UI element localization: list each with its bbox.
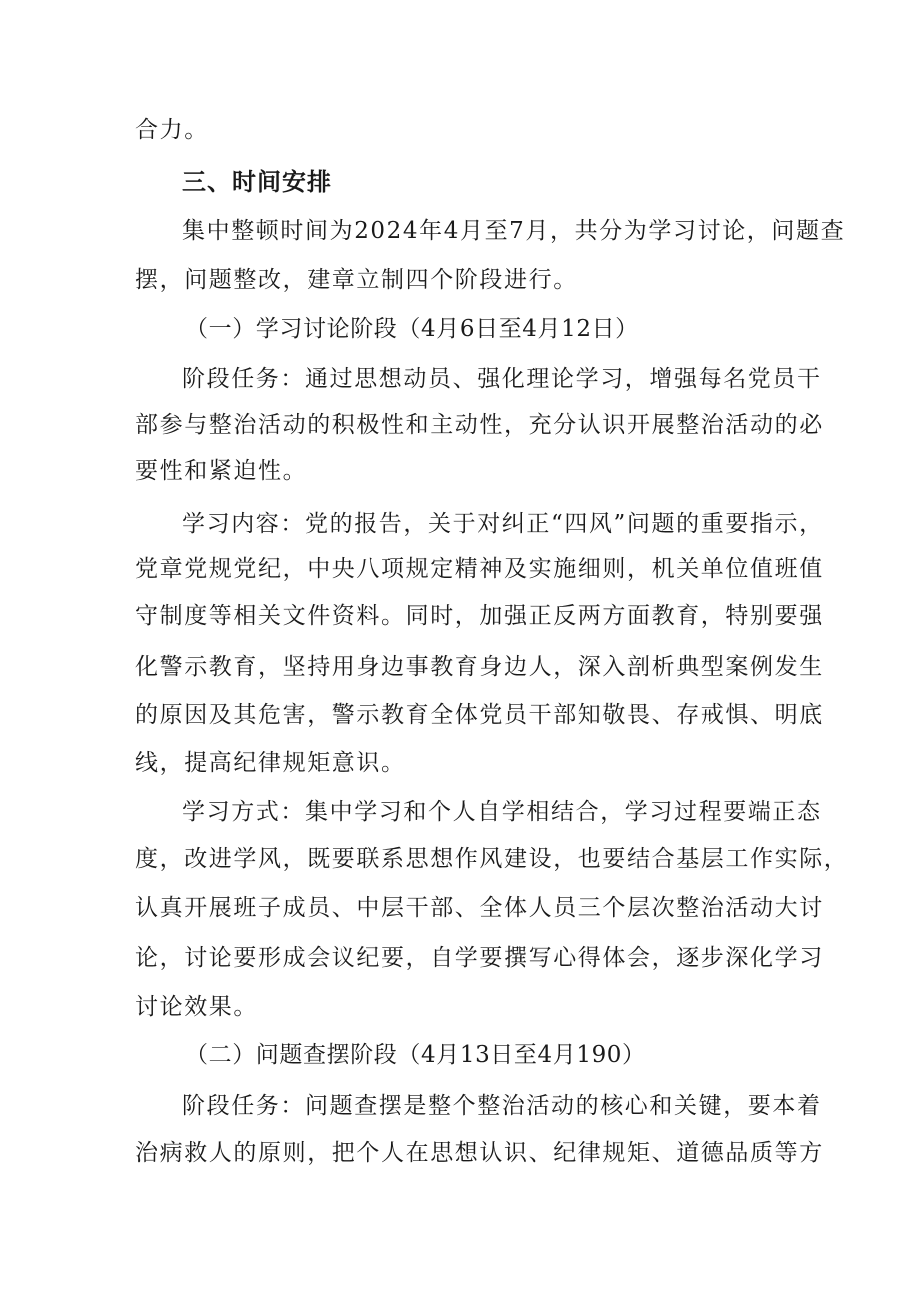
text-line: 摆，问题整改，建章立制四个阶段进行。: [135, 267, 578, 293]
text-line: 阶段任务：通过思想动员、强化理论学习，增强每名党员干: [182, 366, 822, 392]
subsection-heading: （一）学习讨论阶段（4月6日至4月12日）: [185, 316, 639, 342]
text-line: 要性和紧迫性。: [135, 458, 308, 484]
text-line: 度，改进学风，既要联系思想作风建设，也要结合基层工作实际，: [135, 846, 849, 872]
text-line: 认真开展班子成员、中层干部、全体人员三个层次整治活动大讨: [135, 895, 824, 921]
text-line: 线，提高纪律规矩意识。: [135, 750, 406, 776]
text-line: 论，讨论要形成会议纪要，自学要撰写心得体会，逐步深化学习: [135, 945, 824, 971]
text-line: 阶段任务：问题查摆是整个整治活动的核心和关键，要本着: [182, 1093, 822, 1119]
text-line: 部参与整治活动的积极性和主动性，充分认识开展整治活动的必: [135, 412, 824, 438]
text-line: 学习方式：集中学习和个人自学相结合，学习过程要端正态: [182, 799, 822, 825]
section-heading: 三、时间安排: [182, 168, 332, 196]
text-line: 党章党规党纪，中央八项规定精神及实施细则，机关单位值班值: [135, 556, 824, 582]
subsection-heading: （二）问题查摆阶段（4月13日至4月190）: [185, 1042, 646, 1068]
text-line: 化警示教育，坚持用身边事教育身边人，深入剖析典型案例发生: [135, 654, 824, 680]
text-line: 守制度等相关文件资料。同时，加强正反两方面教育，特别要强: [135, 603, 824, 629]
text-line: 合力。: [135, 117, 209, 143]
text-line: 的原因及其危害，警示教育全体党员干部知敬畏、存戒惧、明底: [135, 702, 824, 728]
text-line: 集中整顿时间为2024年4月至7月，共分为学习讨论，问题查: [182, 218, 846, 244]
text-line: 学习内容：党的报告，关于对纠正“四风”问题的重要指示，: [182, 511, 824, 537]
text-line: 讨论效果。: [135, 994, 258, 1020]
text-line: 治病救人的原则，把个人在思想认识、纪律规矩、道德品质等方: [135, 1140, 824, 1166]
